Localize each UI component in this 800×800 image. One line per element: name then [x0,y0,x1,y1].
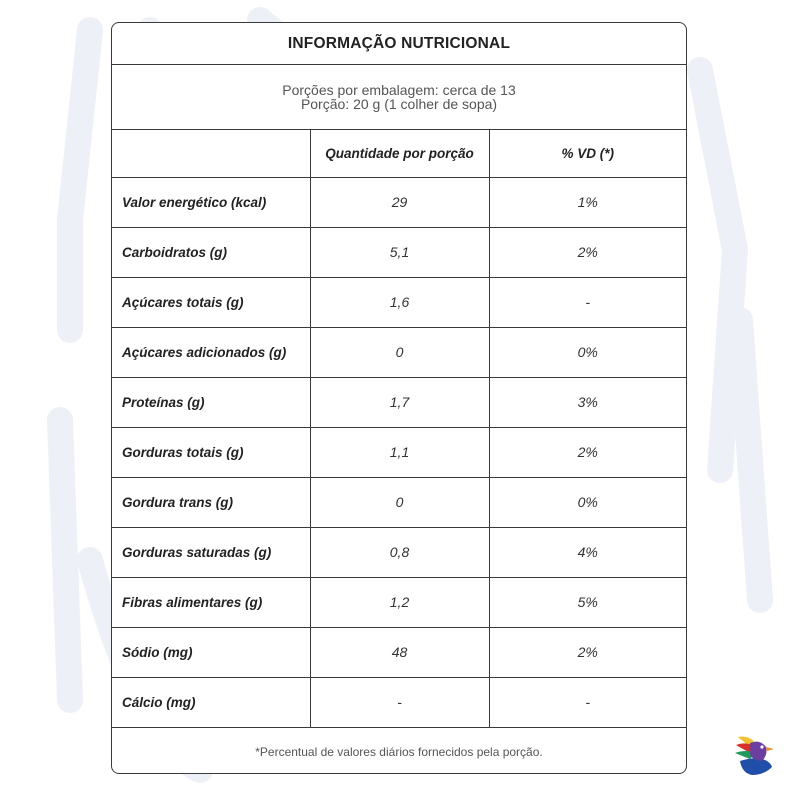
serving-size: Porção: 20 g (1 colher de sopa) [300,96,498,112]
nutrient-name: Sódio (mg) [112,627,310,677]
nutrient-dv: 4% [489,527,686,577]
nutrient-name: Proteínas (g) [112,377,310,427]
nutrient-dv: 0% [489,327,686,377]
table-row [112,277,686,327]
panel-title: INFORMAÇÃO NUTRICIONAL [112,23,686,65]
nutrient-name: Gordura trans (g) [112,477,310,527]
nutrient-dv: 2% [489,227,686,277]
table-row [112,527,686,577]
nutrient-amount: 1,6 [310,277,489,327]
nutrient-amount: 1,2 [310,577,489,627]
header-amount: Quantidade por porção [310,130,489,177]
nutrient-dv: 5% [489,577,686,627]
nutrient-dv: 2% [489,427,686,477]
nutrition-facts-panel [111,22,687,774]
nutrient-amount: 1,1 [310,427,489,477]
nutrient-dv: - [489,277,686,327]
nutrient-amount: 0 [310,477,489,527]
nutrient-name: Cálcio (mg) [112,677,310,727]
table-row [112,427,686,477]
nutrient-name: Gorduras totais (g) [112,427,310,477]
table-row [112,327,686,377]
header-dv: % VD (*) [489,130,686,177]
nutrient-dv: - [489,677,686,727]
header-nutrient [112,130,310,177]
servings-per-pack: Porções por embalagem: cerca de 13 [282,82,516,98]
table-row [112,177,686,227]
nutrient-dv: 1% [489,177,686,227]
nutrient-dv: 3% [489,377,686,427]
table-row [112,477,686,527]
nutrient-name: Carboidratos (g) [112,227,310,277]
table-row [112,577,686,627]
table-row [112,627,686,677]
nutrient-name: Gorduras saturadas (g) [112,527,310,577]
footnote: *Percentual de valores diários fornecidos pela porção. [255,745,543,759]
portion-info [112,65,686,130]
nutrient-name: Açúcares totais (g) [112,277,310,327]
table-row [112,227,686,277]
table-header-row [112,130,686,177]
nutrient-name: Fibras alimentares (g) [112,577,310,627]
nutrient-amount: 0 [310,327,489,377]
nutrient-name: Açúcares adicionados (g) [112,327,310,377]
nutrient-amount: 1,7 [310,377,489,427]
nutrition-table [112,130,686,728]
nutrient-amount: 48 [310,627,489,677]
nutrient-amount: - [310,677,489,727]
nutrient-amount: 29 [310,177,489,227]
nutrient-amount: 5,1 [310,227,489,277]
nutrient-dv: 2% [489,627,686,677]
table-row [112,677,686,727]
colorful-bird-logo-icon [732,731,776,779]
nutrient-name: Valor energético (kcal) [112,177,310,227]
table-row [112,377,686,427]
nutrient-amount: 0,8 [310,527,489,577]
nutrient-dv: 0% [489,477,686,527]
